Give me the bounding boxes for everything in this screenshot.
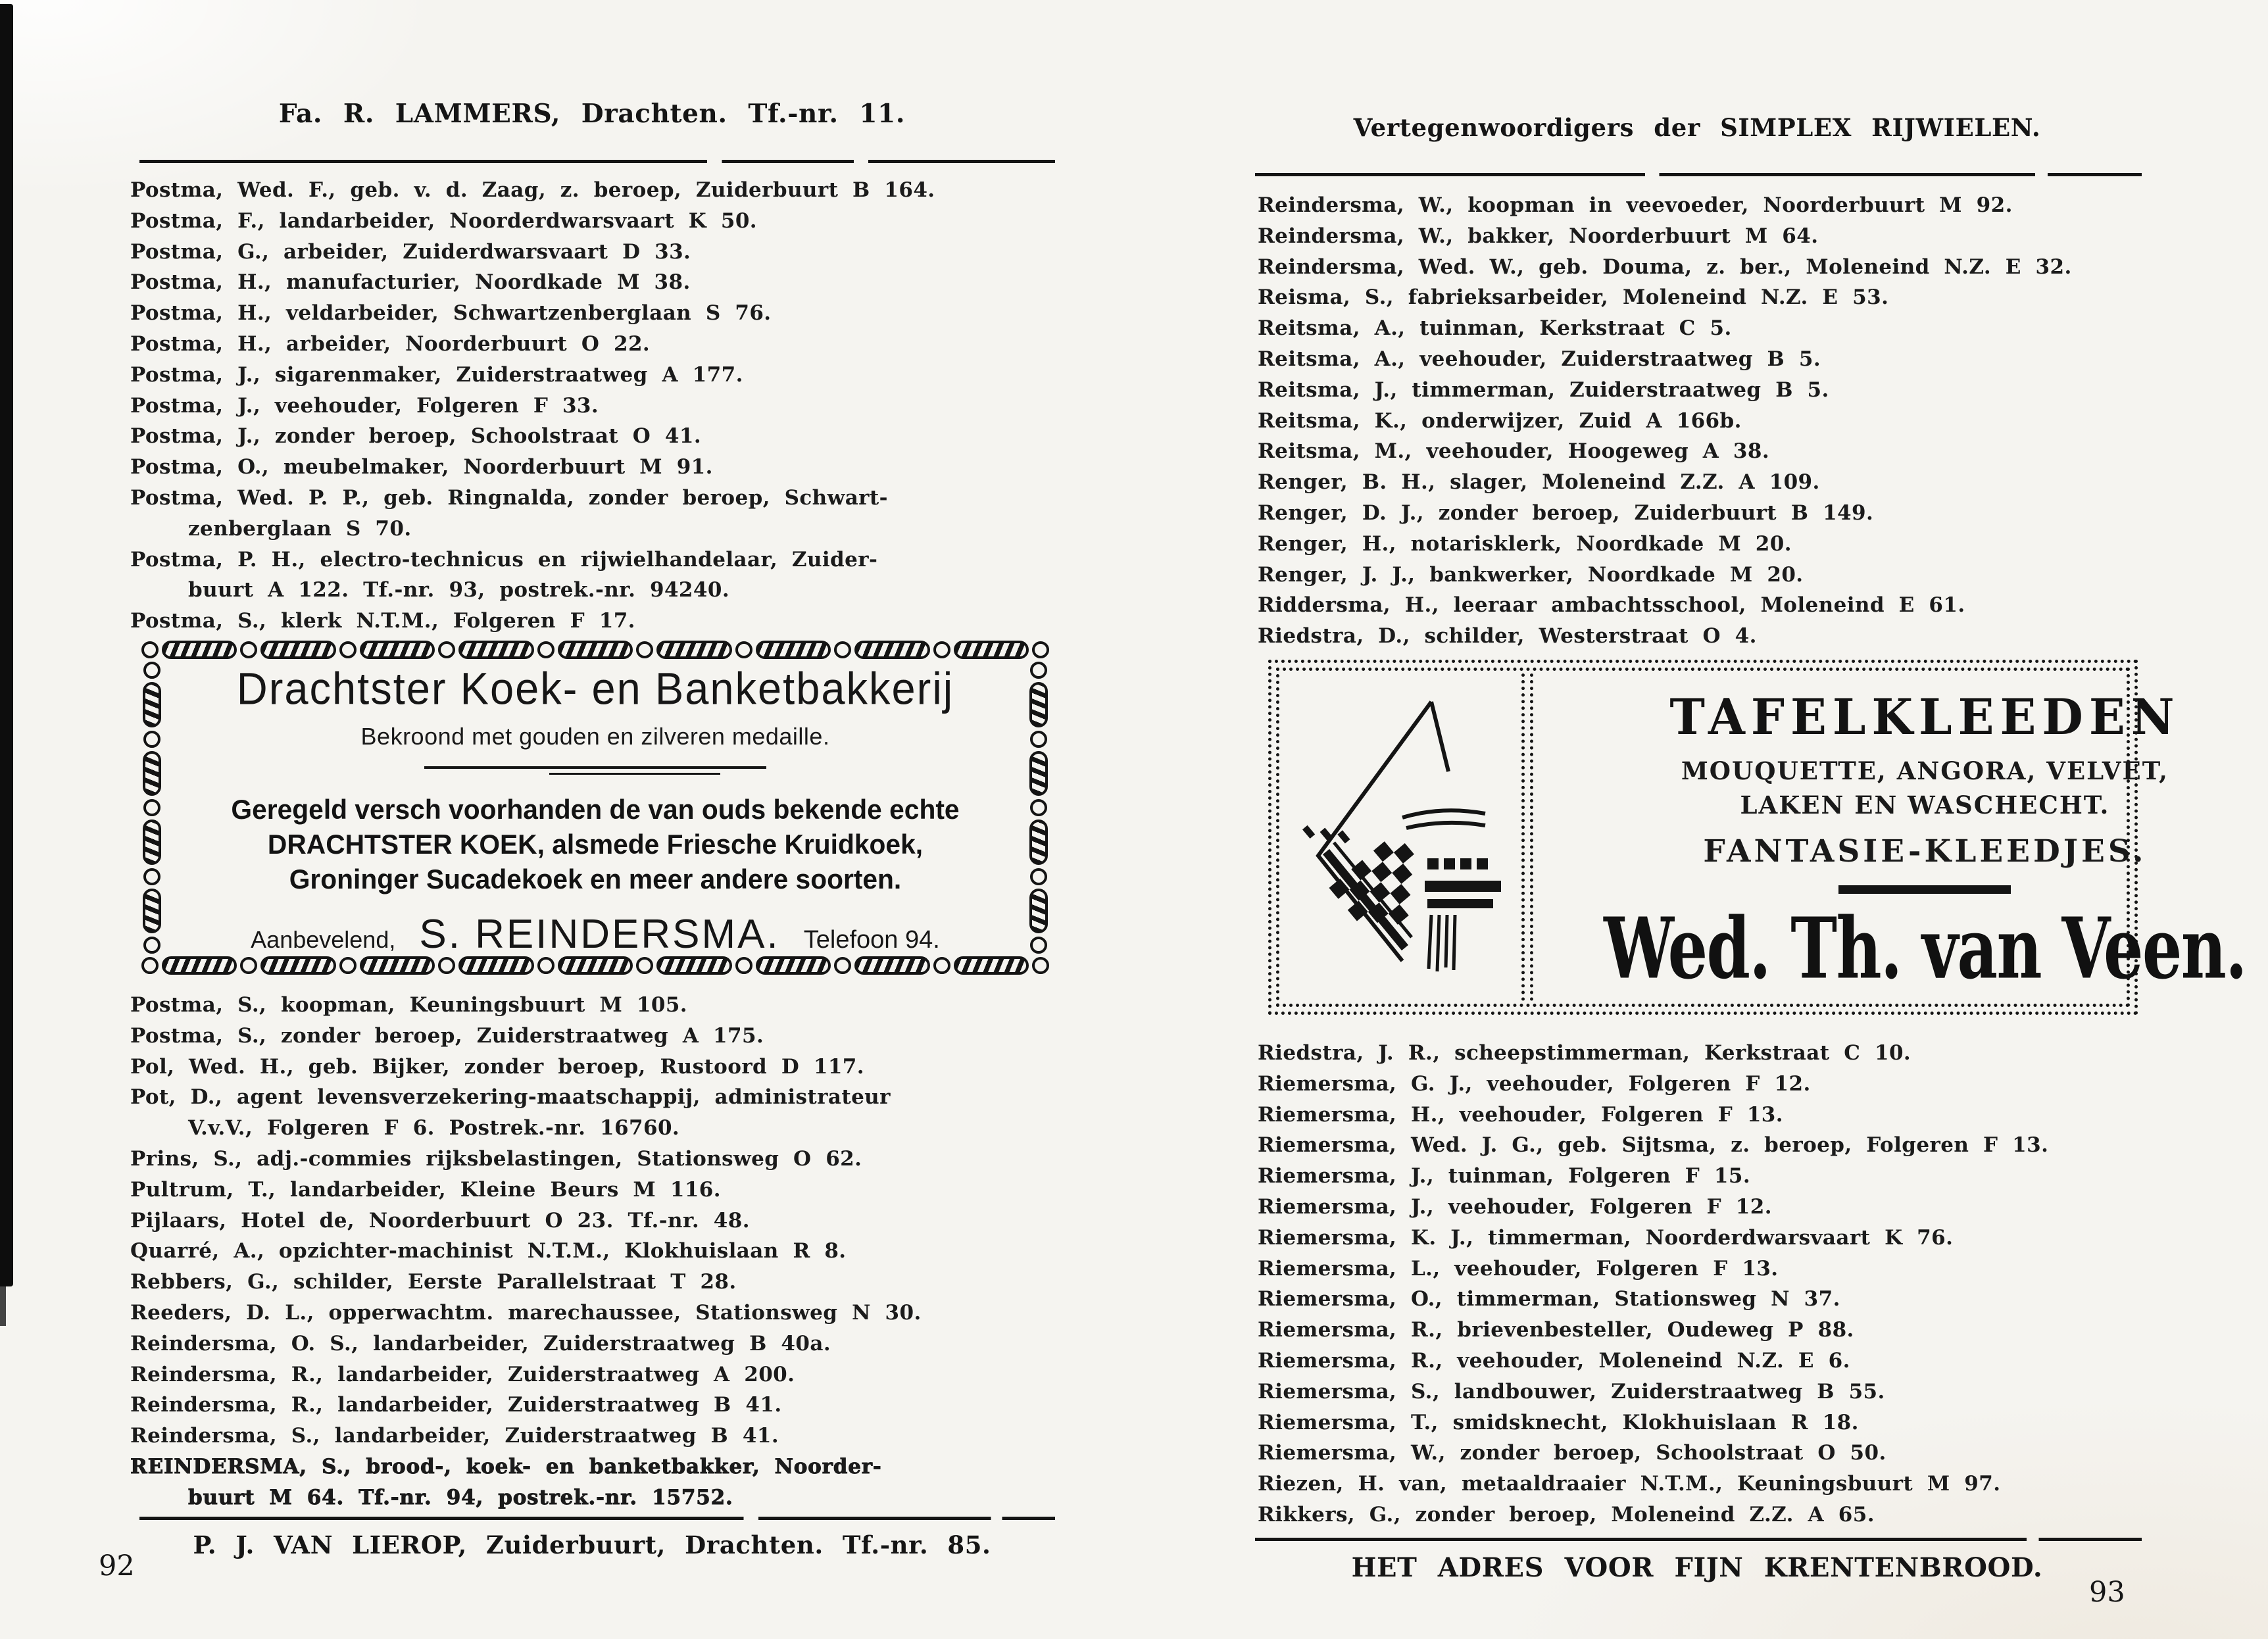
directory-entries-top [130, 175, 1077, 637]
directory-entry-bold-continuation: buurt M 64. Tf.-nr. 94, postrek.-nr. 15752. [188, 1485, 733, 1509]
scanner-edge-artifact [0, 4, 13, 1286]
rope-border-top [141, 639, 1049, 660]
directory-entry: Pijlaars, Hotel de, Noorderbuurt O 23. Tf.-nr. 48. [130, 1208, 750, 1233]
directory-entry: Rebbers, G., schilder, Eerste Parallelstraat T 28. [130, 1270, 737, 1294]
directory-entry: Riemersma, H., veehouder, Folgeren F 13. [1258, 1102, 1783, 1127]
directory-entries-top [1258, 190, 2156, 652]
fabric-type-line: MOUQUETTE, ANGORA, VELVET, [1681, 756, 2169, 785]
ad-body-line: DRACHTSTER KOEK, alsmede Friesche Kruidkoek, [267, 829, 924, 860]
page-number: 92 [99, 1550, 135, 1582]
directory-entry: Riedstra, D., schilder, Westerstraat O 4. [1258, 624, 1757, 648]
directory-entry-continuation: buurt A 122. Tf.-nr. 93, postrek.-nr. 94240. [188, 578, 730, 602]
page-footer: HET ADRES VOOR FIJN KRENTENBROOD. [1351, 1552, 2043, 1583]
directory-entry: Reindersma, W., bakker, Noorderbuurt M 64. [1258, 224, 1819, 248]
directory-entry: Reitsma, M., veehouder, Hoogeweg A 38. [1258, 439, 1770, 464]
directory-entry: Postma, S., zonder beroep, Zuiderstraatweg A 175. [130, 1023, 764, 1048]
page-footer: P. J. VAN LIEROP, Zuiderbuurt, Drachten. Tf.-nr. 85. [193, 1530, 991, 1559]
directory-entry: Riemersma, R., brievenbesteller, Oudeweg P 88. [1258, 1318, 1854, 1342]
footer-rule [1255, 1538, 2142, 1541]
directory-entry: Postma, Wed. F., geb. v. d. Zaag, z. beroep, Zuiderbuurt B 164. [130, 178, 935, 202]
directory-entry: Postma, J., zonder beroep, Schoolstraat O 41. [130, 424, 702, 449]
directory-entry: Quarré, A., opzichter-machinist N.T.M., Klokhuislaan R 8. [130, 1239, 847, 1263]
directory-entry: Postma, O., meubelmaker, Noorderbuurt M 91. [130, 455, 713, 479]
directory-entries-bottom [1258, 1038, 2156, 1530]
directory-entry: Reisma, S., fabrieksarbeider, Moleneind N.Z. E 53. [1258, 285, 1889, 310]
directory-entry: Pultrum, T., landarbeider, Kleine Beurs M 116. [130, 1177, 721, 1202]
directory-entry: Riedstra, J. R., scheepstimmerman, Kerkstraat C 10. [1258, 1041, 1911, 1065]
bakery-ad [141, 639, 1049, 976]
directory-entry: Reeders, D. L., opperwachtm. marechaussee, Stationsweg N 30. [130, 1300, 922, 1325]
directory-entry: Reindersma, R., landarbeider, Zuiderstraatweg B 41. [130, 1393, 782, 1417]
directory-entry: Reindersma, S., landarbeider, Zuiderstraatweg B 41. [130, 1424, 779, 1448]
directory-entry: Reitsma, A., tuinman, Kerkstraat C 5. [1258, 316, 1732, 341]
directory-entry: Riemersma, Wed. J. G., geb. Sijtsma, z. beroep, Folgeren F 13. [1258, 1133, 2049, 1158]
directory-entry: Postma, H., manufacturier, Noordkade M 38. [130, 270, 691, 295]
dotted-divider [1521, 673, 1533, 1001]
page-header: Fa. R. LAMMERS, Drachten. Tf.-nr. 11. [278, 99, 906, 129]
directory-entry: Pol, Wed. H., geb. Bijker, zonder beroep, Rustoord D 117. [130, 1054, 864, 1079]
ad-signature-name: S. REINDERSMA. [419, 912, 780, 957]
directory-entry: Riemersma, T., smidsknecht, Klokhuislaan R 18. [1258, 1410, 1859, 1434]
directory-entry: Riemersma, G. J., veehouder, Folgeren F 12. [1258, 1071, 1811, 1096]
directory-entry: Reitsma, K., onderwijzer, Zuid A 166b. [1258, 408, 1742, 433]
directory-entry: Riemersma, S., landbouwer, Zuiderstraatweg B 55. [1258, 1379, 1885, 1404]
directory-entry: Reindersma, W., koopman in veevoeder, Noorderbuurt M 92. [1258, 193, 2013, 217]
directory-entry: Riddersma, H., leeraar ambachtsschool, Moleneind E 61. [1258, 593, 1965, 618]
directory-entry: Postma, J., sigarenmaker, Zuiderstraatweg A 177. [130, 362, 743, 387]
directory-entry: Postma, J., veehouder, Folgeren F 33. [130, 393, 599, 418]
ad-subtitle: Bekroond met gouden en zilveren medaille. [360, 723, 830, 750]
directory-entry: Postma, H., veldarbeider, Schwartzenberglaan S 76. [130, 301, 772, 326]
directory-entry: Riemersma, J., tuinman, Folgeren F 15. [1258, 1164, 1751, 1188]
directory-entry: Riemersma, L., veehouder, Folgeren F 13. [1258, 1256, 1779, 1281]
advertiser-name: Wed. Th. van Veen. [1604, 899, 2246, 998]
header-rule [139, 160, 1055, 163]
tablecloth-illustration [1279, 671, 1521, 1004]
directory-entry: Riemersma, K. J., timmerman, Noorderdwarsvaart K 76. [1258, 1225, 1954, 1250]
directory-entry: Reitsma, J., timmerman, Zuiderstraatweg B 5. [1258, 378, 1829, 402]
directory-entry: Renger, D. J., zonder beroep, Zuiderbuurt B 149. [1258, 501, 1874, 525]
directory-entry: Rikkers, G., zonder beroep, Moleneind Z.Z. A 65. [1258, 1502, 1875, 1527]
directory-entry: Renger, B. H., slager, Moleneind Z.Z. A 109. [1258, 470, 1820, 495]
directory-entry: Renger, J. J., bankwerker, Noordkade M 20. [1258, 562, 1804, 587]
directory-entry: Reindersma, R., landarbeider, Zuiderstraatweg A 200. [130, 1362, 795, 1386]
directory-entry: Postma, Wed. P. P., geb. Ringnalda, zonder beroep, Schwart- [130, 485, 888, 510]
directory-entry-bold: REINDERSMA, S., brood-, koek- en banketbakker, Noorder- [130, 1454, 882, 1479]
tafelkleeden-title: TAFELKLEEDEN [1669, 687, 2181, 746]
page-number: 93 [2089, 1576, 2125, 1609]
ad-signature-prefix: Aanbevelend, [251, 926, 396, 953]
directory-entry: Prins, S., adj.-commies rijksbelastingen, Stationsweg O 62. [130, 1146, 862, 1171]
directory-entry: Renger, H., notarisklerk, Noordkade M 20. [1258, 531, 1792, 556]
ad-divider [173, 766, 1018, 775]
ad-signature-phone: Telefoon 94. [803, 926, 940, 954]
directory-entry: Riemersma, O., timmerman, Stationsweg N 37. [1258, 1287, 1840, 1311]
directory-entry: Riemersma, J., veehouder, Folgeren F 12. [1258, 1194, 1772, 1219]
page-header: Vertegenwoordigers der SIMPLEX RIJWIELEN. [1353, 113, 2041, 142]
directory-entry-continuation: zenberglaan S 70. [188, 516, 412, 541]
directory-entry: Postma, F., landarbeider, Noorderdwarsvaart K 50. [130, 208, 757, 233]
fabric-type-line: LAKEN EN WASCHECHT. [1740, 791, 2110, 820]
directory-entry: Riemersma, W., zonder beroep, Schoolstraat O 50. [1258, 1441, 1886, 1465]
tafelkleeden-ad [1268, 660, 2246, 1015]
ad-bar [1838, 885, 2011, 894]
directory-entry: Riezen, H. van, metaaldraaier N.T.M., Keuningsbuurt M 97. [1258, 1472, 2001, 1496]
directory-entry: Postma, P. H., electro-technicus en rijwielhandelaar, Zuider- [130, 547, 878, 572]
ad-body-line: Groninger Sucadekoek en meer andere soorten. [289, 864, 902, 894]
ad-body-line: Geregeld versch voorhanden de van ouds bekende echte [231, 794, 960, 825]
directory-entry: Postma, S., klerk N.T.M., Folgeren F 17. [130, 609, 635, 633]
rope-border-bottom [141, 955, 1049, 976]
directory-entry: Riemersma, R., veehouder, Moleneind N.Z. E 6. [1258, 1348, 1850, 1373]
directory-entry: Reindersma, Wed. W., geb. Douma, z. ber., Moleneind N.Z. E 32. [1258, 255, 2072, 279]
footer-rule [139, 1517, 1055, 1520]
directory-entry: Reindersma, O. S., landarbeider, Zuiderstraatweg B 40a. [130, 1331, 831, 1356]
directory-entry: Postma, G., arbeider, Zuiderdwarsvaart D 33. [130, 239, 691, 264]
header-rule [1255, 173, 2142, 176]
ad-title: Drachtster Koek- en Banketbakkerij [236, 662, 954, 714]
rope-border-left [141, 662, 162, 954]
rope-border-right [1028, 662, 1049, 954]
directory-entry: Reitsma, A., veehouder, Zuiderstraatweg B 5. [1258, 347, 1821, 371]
directory-entry: Pot, D., agent levensverzekering-maatschappij, administrateur [130, 1085, 891, 1110]
directory-entries-bottom [130, 990, 1077, 1513]
directory-entry-continuation: V.v.V., Folgeren F 6. Postrek.-nr. 16760. [188, 1116, 680, 1140]
directory-entry: Postma, S., koopman, Keuningsbuurt M 105. [130, 993, 687, 1017]
directory-entry: Postma, H., arbeider, Noorderbuurt O 22. [130, 331, 651, 356]
fantasie-line: FANTASIE-KLEEDJES. [1703, 833, 2147, 869]
